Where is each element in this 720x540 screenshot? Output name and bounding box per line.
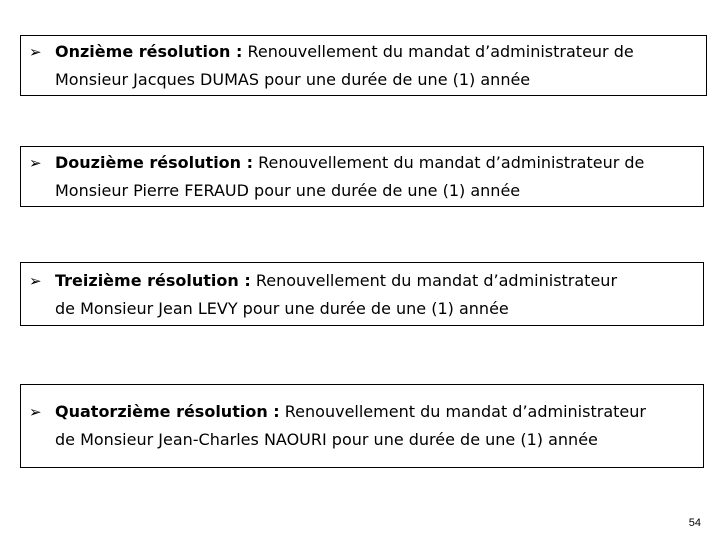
resolution-text: Renouvellement du mandat d’administrateur [255, 271, 618, 290]
resolution-text: Renouvellement du mandat d’administrateur [284, 402, 646, 421]
resolution-line-1 [29, 149, 695, 177]
resolution-box-13 [20, 262, 704, 326]
resolution-line-1 [29, 398, 695, 426]
resolution-title: Onzième résolution : [55, 42, 243, 61]
resolution-line-2: de Monsieur Jean-Charles NAOURI pour une durée de une (1) année [55, 430, 598, 449]
resolution-line-2: de Monsieur Jean LEVY pour une durée de une (1) année [55, 299, 509, 318]
resolution-title: Treizième résolution : [55, 271, 251, 290]
arrow-bullet-icon: ➢ [29, 154, 42, 172]
resolution-line-1 [29, 38, 698, 66]
arrow-bullet-icon: ➢ [29, 272, 42, 290]
resolution-line-1 [29, 267, 695, 295]
page-number: 54 [688, 517, 701, 529]
resolution-box-12 [20, 146, 704, 207]
resolution-title: Douzième résolution : [55, 153, 254, 172]
resolution-line-2: Monsieur Jacques DUMAS pour une durée de une (1) année [55, 70, 531, 89]
resolution-title: Quatorzième résolution : [55, 402, 280, 421]
resolution-text: Renouvellement du mandat d’administrateur de [258, 153, 645, 172]
resolution-text: Renouvellement du mandat d’administrateur de [247, 42, 634, 61]
resolution-line-2: Monsieur Pierre FERAUD pour une durée de une (1) année [55, 181, 521, 200]
resolution-box-14 [20, 384, 704, 468]
arrow-bullet-icon: ➢ [29, 403, 42, 421]
arrow-bullet-icon: ➢ [29, 43, 42, 61]
resolution-box-11 [20, 35, 707, 96]
